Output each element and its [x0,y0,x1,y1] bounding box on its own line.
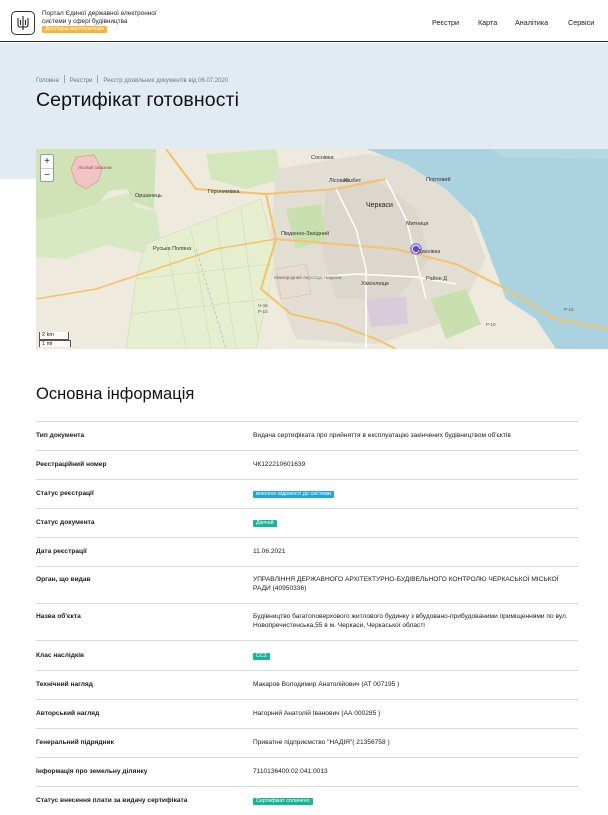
map-label-orshanets: Оршанець [135,193,162,199]
nav-map[interactable]: Карта [478,18,498,27]
row-value: Приватне підприємство "НАДІЯ"( 21356758 ) [253,739,390,746]
map-scale-km: 2 km [39,332,69,340]
row-value: Нагорний Анатолій Іванович (АА 000285 ) [253,710,381,717]
info-table [36,421,578,815]
page-title: Сертифікат готовності [36,89,240,111]
table-row [36,758,578,787]
row-value: 7110136400:02:041:0013 [253,768,328,775]
row-label: Технічний нагляд [36,681,93,688]
map-label-heronymivka: Геронимівка [208,189,240,195]
map-scale [39,332,71,347]
map-canvas[interactable] [36,149,608,349]
beta-badge: Дослідна експлуатація [42,26,107,33]
breadcrumb-current[interactable]: Реєстр дозвільних документів від 06.07.2020 [103,78,229,84]
map-label-mytnytsia: Митниця [406,221,429,227]
row-label: Клас наслідків [36,652,85,659]
map-label-p10-far: Р-10 [564,307,574,312]
main-nav [0,18,608,28]
breadcrumb-home[interactable]: Головна [36,78,59,84]
map-label-portovyi: Портовий [426,177,451,183]
portal-title-text: Портал Єдиної державної електронної системи у сфері будівництва [42,10,157,26]
row-value: Видача сертифіката про прийняття в експлуатацію закінчених будівництвом об'єктів [253,432,511,439]
breadcrumb-registries[interactable]: Реєстри [69,78,93,84]
map-label-reserve: Лісовий заказник [78,165,112,170]
map-label-sosnivka: Соснівка [311,155,334,161]
row-label: Авторський нагляд [36,710,100,717]
status-badge: Діючий [253,520,277,527]
table-row [36,604,578,641]
map-label-lisovyi: Лісовий [329,178,349,184]
map-label-p10: Р-10 [258,309,268,314]
row-value [253,519,573,528]
row-value: ЧК122210601639 [253,461,306,468]
row-label: Статус внесення плати за видачу сертифіката [36,797,188,804]
location-map[interactable] [36,149,608,349]
table-row [36,700,578,729]
row-value [253,490,573,499]
map-label-airport: Міжнародний Аеропорт Черкаси [274,275,342,280]
map-zoom-control [40,154,54,182]
row-value: УПРАВЛІННЯ ДЕРЖАВНОГО АРХІТЕКТУРНО-БУДІВЕЛЬНОГО КОНТРОЛЮ ЧЕРКАСЬКОЇ МІСЬКОЇ РАДИ (40950336) [253,576,559,592]
site-header [0,0,608,42]
row-value: 11.06.2021 [253,548,286,555]
table-row [36,422,578,451]
zoom-in-button[interactable]: + [44,156,50,167]
status-badge: внесено відомості до системи [253,491,334,498]
map-industrial [366,297,408,327]
table-row [36,509,578,538]
map-label-p10-east: Р-10 [486,322,496,327]
row-label: Дата реєстрації [36,548,87,555]
table-row [36,787,578,815]
table-row [36,671,578,700]
map-label-h16: Н-16 [258,303,268,308]
section-title: Основна інформація [36,385,195,403]
map-label-khimselyshche: Хімселище [361,281,390,287]
table-row [36,538,578,567]
map-label-raion-d: Район Д [426,276,447,282]
row-value [253,797,573,806]
row-label: Статус документа [36,519,95,526]
map-label-dakhnivka: Дахнівка [418,249,441,255]
map-label-ruska-polyana: Руська Поляна [153,246,192,252]
row-label: Генеральний підрядник [36,739,114,746]
row-value: Будівництво багатоповерхового житлового будинку з вбудовано-прибудованими приміщеннями по вул. Новопречистенська,55 в м. Черкаси, Черкаської області [253,613,568,629]
nav-services[interactable]: Сервіси [568,18,595,27]
map-label-kazbet: Казбет [344,178,362,184]
row-label: Реєстраційний номер [36,461,107,468]
nav-analytics[interactable]: Аналітика [515,18,549,27]
table-row [36,480,578,509]
row-value [253,652,573,661]
map-label-cherkasy: Черкаси [366,202,393,209]
row-label: Орган, що видав [36,576,91,583]
row-label: Статус реєстрації [36,490,94,497]
row-label: Тип документа [36,432,85,439]
nav-registries[interactable]: Реєстри [432,18,460,27]
status-badge: Сертифікат сплачено [253,798,313,805]
table-row [36,729,578,758]
map-airport [276,264,311,299]
row-label: Назва об'єкта [36,613,81,620]
table-row [36,641,578,671]
breadcrumb [36,75,228,84]
table-row [36,567,578,604]
zoom-out-button[interactable]: − [41,168,53,181]
row-label: Інформація про земельну ділянку [36,768,148,775]
map-label-pivdenno-zakhidnyi: Південно-Західний [281,231,330,237]
map-scale-mi: 1 mi [39,340,71,348]
table-row [36,451,578,480]
status-badge: СС2 [253,653,270,660]
row-value: Макаров Володимир Анатолійович (АТ 007195 ) [253,681,400,688]
